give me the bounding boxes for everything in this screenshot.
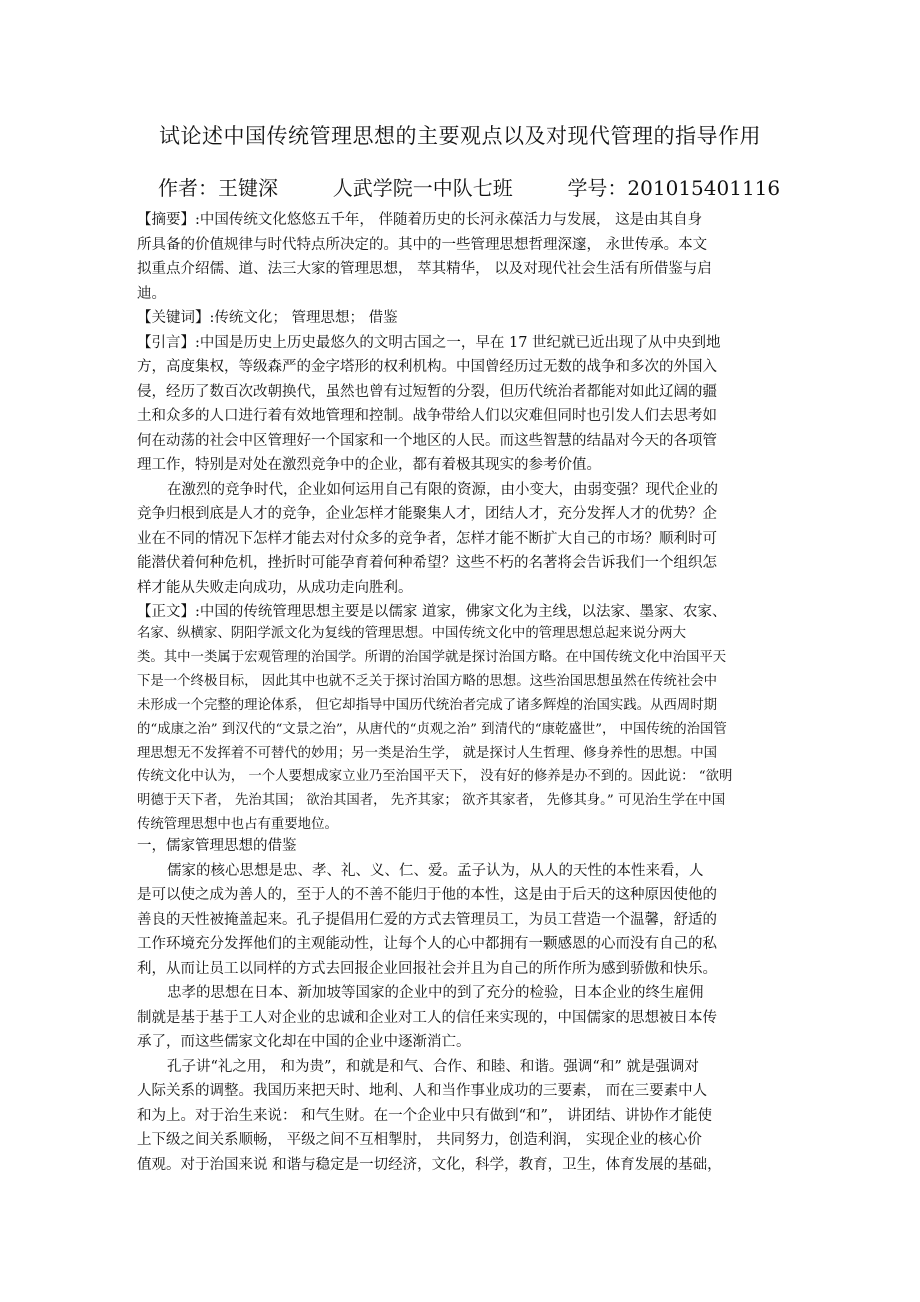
- section-para-line: 善良的天性被掩盖起来。孔子提倡用仁爱的方式去管理员工，为员工营造一个温馨，舒适的: [137, 911, 717, 928]
- abstract-line: 中国传统文化悠悠五千年， 伴随着历史的长河永葆活力与发展， 这是由其自身: [199, 212, 703, 228]
- author-unit: 人武学院一中队七班: [332, 176, 513, 200]
- section-para-line: 是可以使之成为善人的，至于人的不善不能归于他的本性，这是由于后天的这种原因使他的: [137, 887, 717, 903]
- abstract-label: 【摘要】:: [137, 212, 200, 228]
- author-name: 作者：王键深: [158, 176, 278, 200]
- intro-para2-line: 能潜伏着何种危机，挫折时可能孕育着何种希望？这些不朽的名著将会告诉我们一个组织怎: [137, 555, 717, 571]
- keywords-label: 【关键词】:: [137, 310, 215, 326]
- body-line: 名家、纵横家、阴阳学派文化为复线的管理思想。中国传统文化中的管理思想总起来说分两大: [137, 626, 687, 641]
- section-para-line: 孔子讲“礼之用， 和为贵”，和就是和气、合作、和睦、和谐。强调“和” 就是强调对: [167, 1058, 699, 1075]
- intro-line: 土和众多的人口进行着有效地管理和控制。战争带给人们以灾难但同时也引发人们去思考如: [137, 408, 717, 424]
- section-para-line: 利，从而让员工以同样的方式去回报企业回报社会并且为自己的所作所为感到骄傲和快乐。: [137, 960, 717, 977]
- intro-para2-line: 在激烈的竞争时代，企业如何运用自己有限的资源，由小变大，由弱变强？现代企业的: [167, 481, 718, 498]
- intro-line: 侵，经历了数百次改朝换代，虽然也曾有过短暂的分裂，但历代统治者都能对如此辽阔的疆: [137, 383, 717, 400]
- body-line: 传统管理思想中也占有重要地位。: [137, 817, 338, 833]
- body-label: 【正文】:: [137, 604, 200, 620]
- abstract-section: [137, 208, 787, 625]
- body-line: 类。其中一类属于宏观管理的治国学。所谓的治国学就是探讨治国方略。在中国传统文化中治国平天: [137, 649, 727, 665]
- intro-line: 何在动荡的社会中区管理好一个国家和一个地区的人民。而这些智慧的结晶对今天的各项管: [137, 432, 717, 449]
- body-line: 明德于天下者， 先治其国； 欲治其国者， 先齐其家； 欲齐其家者， 先修其身。” 可见治生学在中国: [137, 793, 726, 809]
- intro-para2-line: 业在不同的情况下怎样才能去对付众多的竞争者，怎样才能不断扩大自己的市场？顺利时可: [137, 530, 717, 547]
- abstract-line: 迪。: [137, 285, 166, 302]
- body-line: 理思想无不发挥着不可替代的妙用；另一类是治生学， 就是探讨人生哲理、修身养性的思想。中国: [137, 745, 718, 761]
- abstract-line: 所具备的价值规律与时代特点所决定的。其中的一些管理思想哲理深邃， 永世传承。本文: [137, 236, 708, 253]
- section-para-line: 上下级之间关系顺畅， 平级之间不互相掣肘， 共同努力，创造利润， 实现企业的核心价: [137, 1132, 702, 1148]
- document-title: 试论述中国传统管理思想的主要观点以及对现代管理的指导作用: [159, 124, 761, 148]
- intro-line: 理工作，特别是对处在激烈竞争中的企业，都有着极其现实的参考价值。: [137, 457, 601, 473]
- section-confucian: [137, 834, 787, 1177]
- section-para-line: 值观。对于治国来说 和谐与稳定是一切经济，文化，科学，教育，卫生，体育发展的基础，: [137, 1156, 722, 1173]
- body-line: 中国的传统管理思想主要是以儒家 道家，佛家文化为主线，以法家、墨家、农家、: [199, 604, 727, 620]
- section-para-line: 制就是基于基于工人对企业的忠诚和企业对工人的信任来实现的，中国儒家的思想被日本传: [137, 1009, 717, 1026]
- intro-para2-line: 样才能从失败走向成功，从成功走向胜利。: [137, 579, 413, 596]
- body-line: 的“成康之治” 到汉代的“文景之治”，从唐代的“贞观之治” 到清代的“康乾盛世”， 中国传统的治国管: [137, 721, 727, 737]
- section-para-line: 承了，而这些儒家文化却在中国的企业中逐渐消亡。: [137, 1034, 471, 1050]
- intro-line: 方，高度集权，等级森严的金字塔形的权利机构。中国曾经历过无数的战争和多次的外国入: [137, 359, 717, 375]
- body-line: 下是一个终极目标， 因此其中也就不乏关于探讨治国方略的思想。这些治国思想虽然在传统社会中: [137, 673, 718, 689]
- section-para-line: 儒家的核心思想是忠、孝、礼、义、仁、爱。孟子认为，从人的天性的本性来看，人: [167, 862, 704, 879]
- keywords-text: 传统文化； 管理思想； 借鉴: [214, 310, 398, 326]
- section-para-line: 工作环境充分发挥他们的主观能动性，让每个人的心中都拥有一颗感恩的心而没有自己的私: [137, 936, 717, 952]
- section-para-line: 忠孝的思想在日本、新加坡等国家的企业中的到了充分的检验，日本企业的终生雇佣: [167, 985, 704, 1001]
- section-para-line: 和为上。对于治生来说： 和气生财。在一个企业中只有做到“和”， 讲团结、讲协作才能使: [137, 1107, 713, 1124]
- intro-label: 【引言】:: [137, 334, 200, 351]
- body-section: [137, 622, 787, 837]
- body-line: 传统文化中认为， 一个人要想成家立业乃至治国平天下， 没有好的修养是办不到的。因此说： “欲明: [137, 769, 733, 785]
- intro-para2-line: 竞争归根到底是人才的竞争，企业怎样才能聚集人才，团结人才，充分发挥人才的优势？企: [137, 506, 717, 522]
- intro-line: 中国是历史上历史最悠久的文明古国之一，早在 17 世纪就已近出现了从中央到地: [199, 334, 721, 351]
- section-para-line: 人际关系的调整。我国历来把天时、地利、人和当作事业成功的三要素， 而在三要素中人: [137, 1083, 708, 1099]
- body-line: 未形成一个完整的理论体系， 但它却指导中国历代统治者完成了诸多辉煌的治国实践。从西周时期: [137, 697, 718, 713]
- student-id: 学号：201015401116: [567, 176, 781, 200]
- author-line: [158, 172, 780, 201]
- abstract-line: 拟重点介绍儒、道、法三大家的管理思想， 萃其精华， 以及对现代社会生活有所借鉴与启: [137, 261, 712, 277]
- section-heading: 一，儒家管理思想的借鉴: [137, 838, 297, 854]
